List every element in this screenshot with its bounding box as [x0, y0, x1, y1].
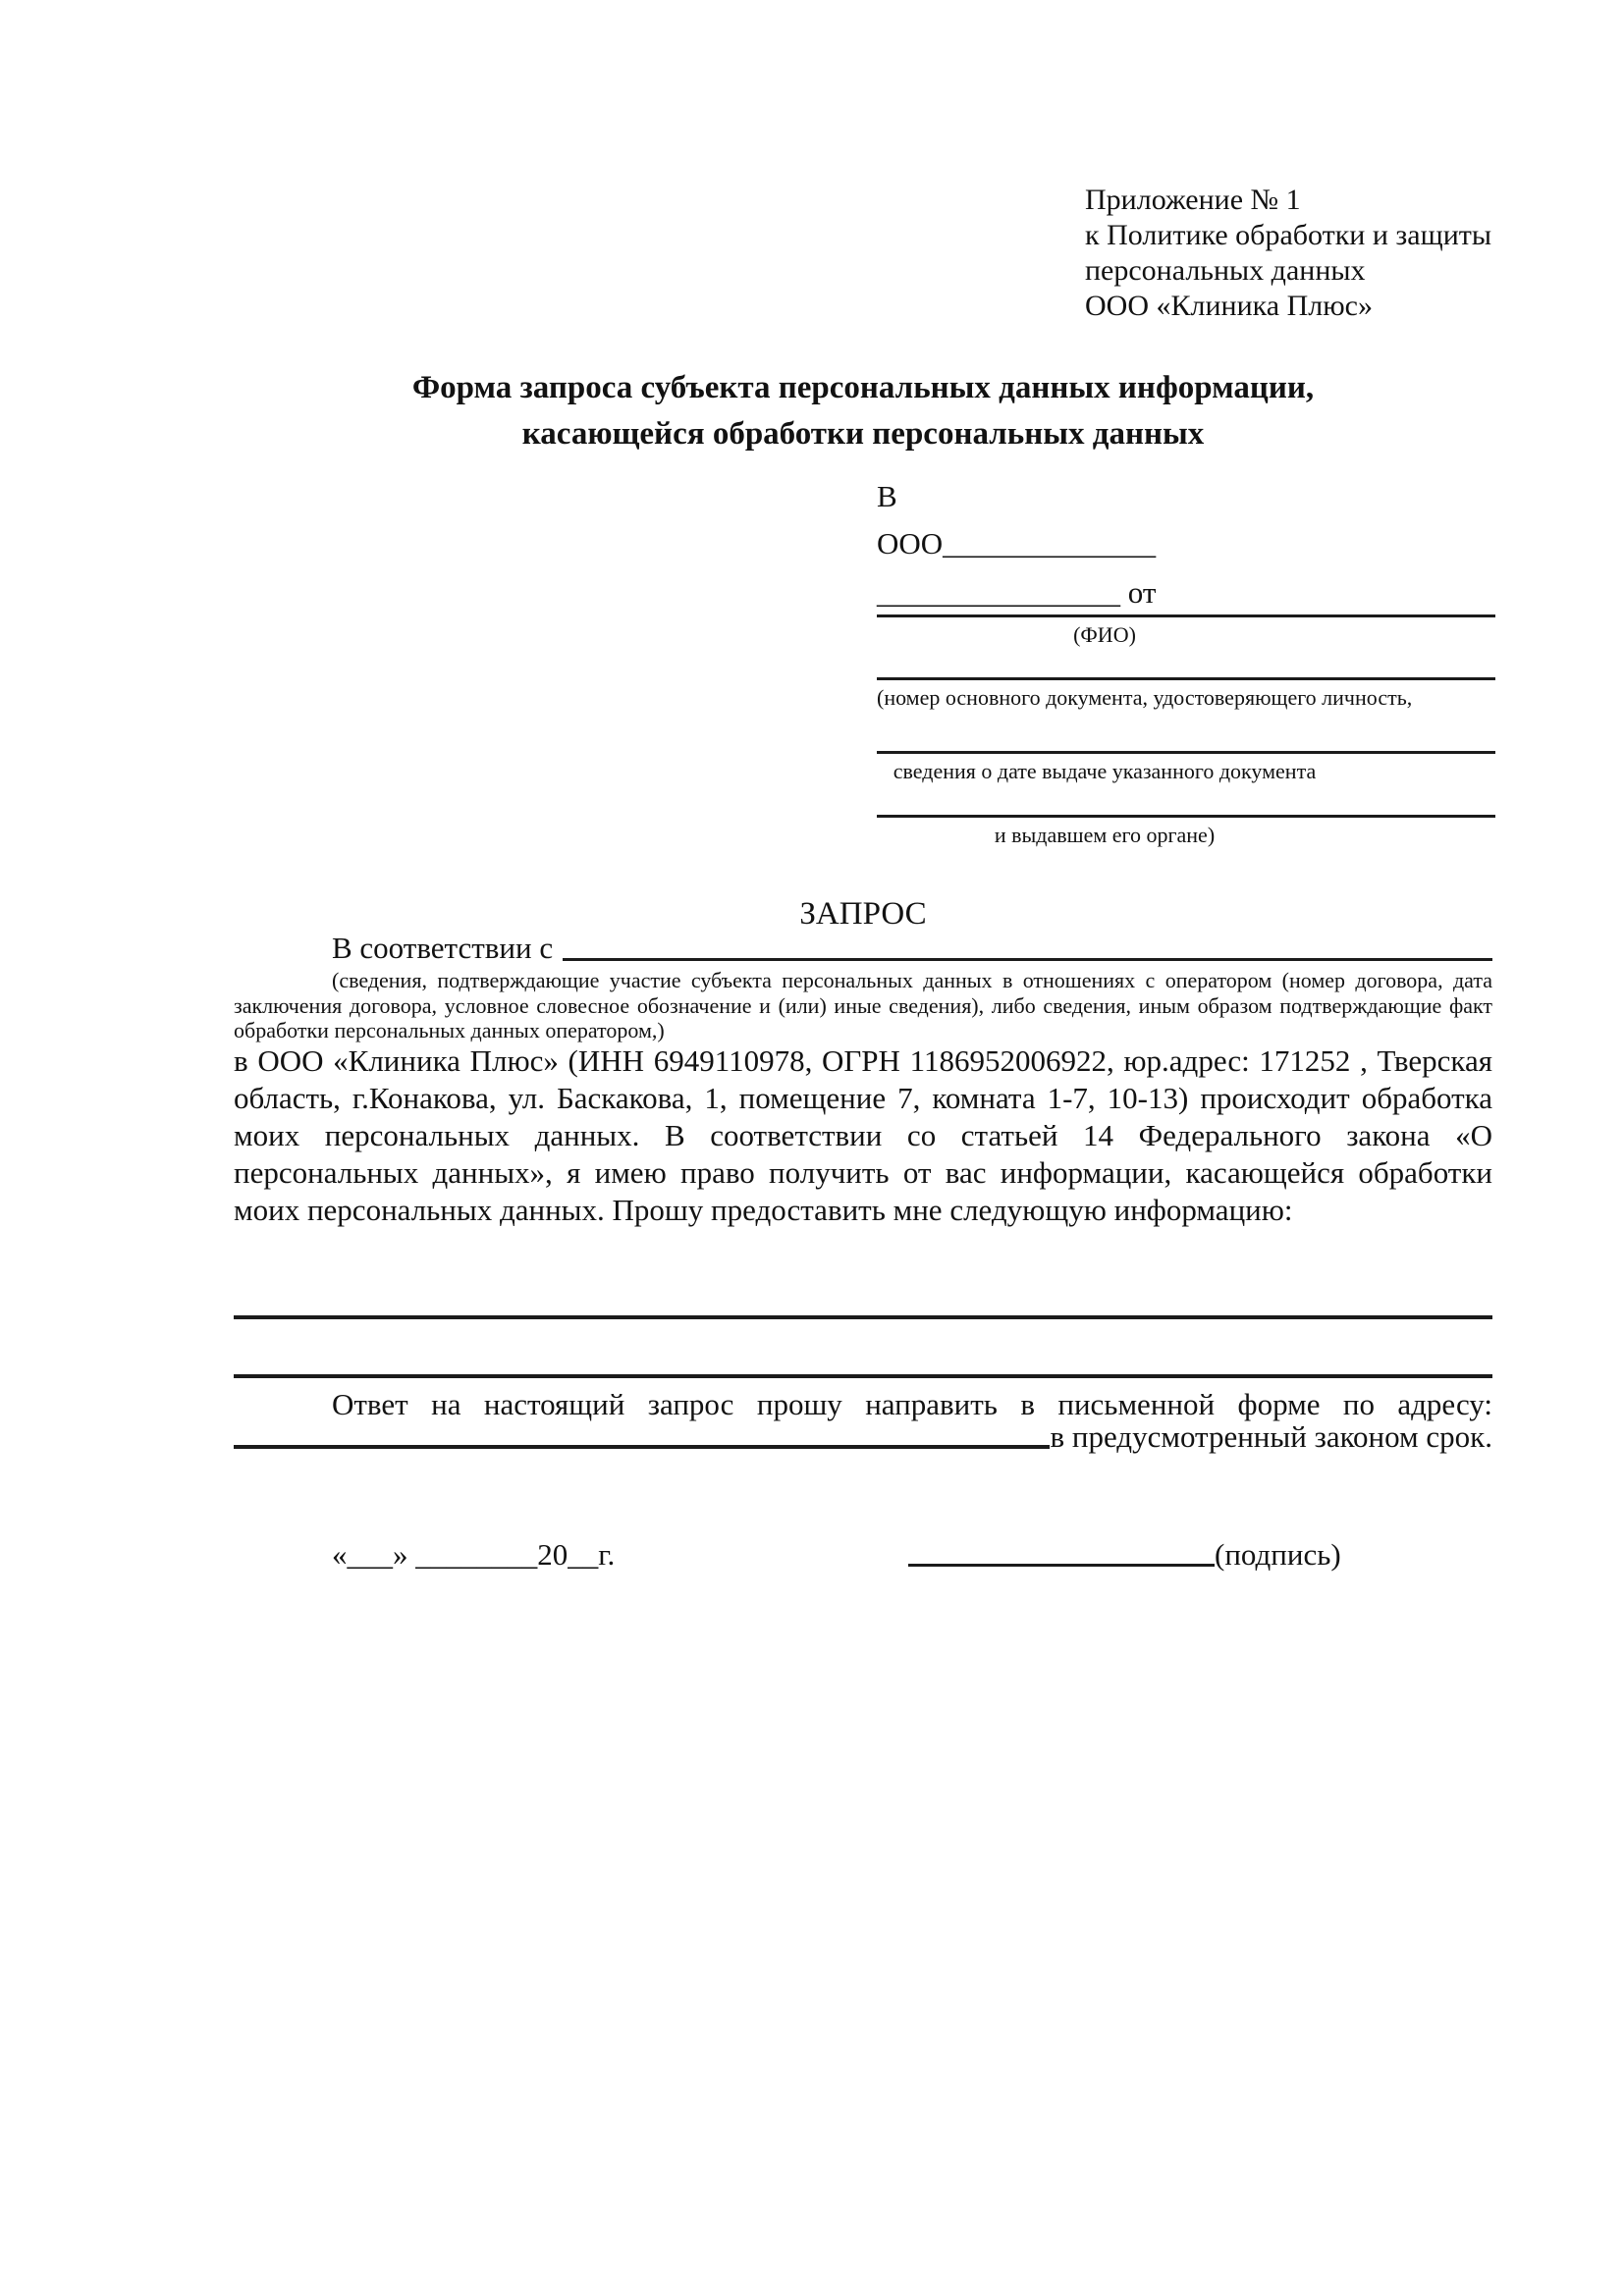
- issue-date-blank-line: [877, 751, 1495, 754]
- signature-block: [908, 1537, 1341, 1573]
- signature-caption: (подпись): [1215, 1537, 1341, 1572]
- request-intro-row: [234, 931, 1492, 966]
- reply-request-line: Ответ на настоящий запрос прошу направить в письменной форме по адресу:: [332, 1387, 1492, 1421]
- page-title-line-1: Форма запроса субъекта персональных данных информации,: [411, 370, 1315, 405]
- request-intro-text: В соответствии с: [332, 931, 554, 965]
- page-title: [234, 365, 1492, 457]
- addressee-to-label: В: [877, 479, 897, 513]
- document-number-caption: (номер основного документа, удостоверяющего личность,: [877, 685, 1413, 710]
- request-footnote: (сведения, подтверждающие участие субъекта персональных данных в отношениях с оператором (номер договора, дата заключения договора, условное словесное обозначение и (или) иные сведения), либо сведения, иным образом подтверждающие факт обработки персональных данных оператором,): [234, 968, 1492, 1042]
- issuing-authority-caption: и выдавшем его органе): [994, 823, 1216, 847]
- answer-blank-line-1: [234, 1315, 1492, 1319]
- appendix-line-4: ООО «Клиника Плюс»: [1085, 290, 1373, 322]
- request-heading: ЗАПРОС: [799, 896, 927, 932]
- addressee-from-blank: ________________ от: [877, 575, 1157, 610]
- document-number-blank-line: [877, 677, 1495, 680]
- fio-blank-line: [877, 614, 1495, 617]
- date-blank-template: «___» ________20__г.: [332, 1537, 616, 1572]
- page-title-line-2: касающейся обработки персональных данных: [521, 416, 1205, 452]
- signature-blank-line: [908, 1564, 1215, 1567]
- reply-deadline-text: в предусмотренный законом срок.: [1050, 1419, 1492, 1454]
- appendix-header: [1085, 183, 1491, 324]
- addressee-org-blank: ООО______________: [877, 526, 1157, 561]
- request-basis-blank-line: [563, 958, 1492, 961]
- issue-date-caption: сведения о дате выдаче указанного документа: [893, 759, 1317, 783]
- appendix-line-2: к Политике обработки и защиты: [1085, 219, 1492, 251]
- appendix-line-3: персональных данных: [1085, 254, 1366, 287]
- request-body-paragraph: в ООО «Клиника Плюс» (ИНН 6949110978, ОГРН 1186952006922, юр.адрес: 171252 , Тверская область, г.Конакова, ул. Баскакова, 1, помещение 7, комната 1-7, 10-13) происходит обработка моих персональных данных. В соответствии со статьей 14 Федерального закона «О персональных данных», я имею право получить от вас информации, касающейся обработки моих персональных данных. Прошу предоставить мне следующую информацию:: [234, 1043, 1492, 1227]
- reply-address-blank-line: [234, 1445, 1050, 1449]
- reply-address-row: [234, 1419, 1492, 1455]
- appendix-line-1: Приложение № 1: [1085, 184, 1301, 216]
- answer-blank-line-2: [234, 1374, 1492, 1378]
- issuing-authority-blank-line: [877, 815, 1495, 818]
- fio-caption: (ФИО): [1073, 622, 1136, 647]
